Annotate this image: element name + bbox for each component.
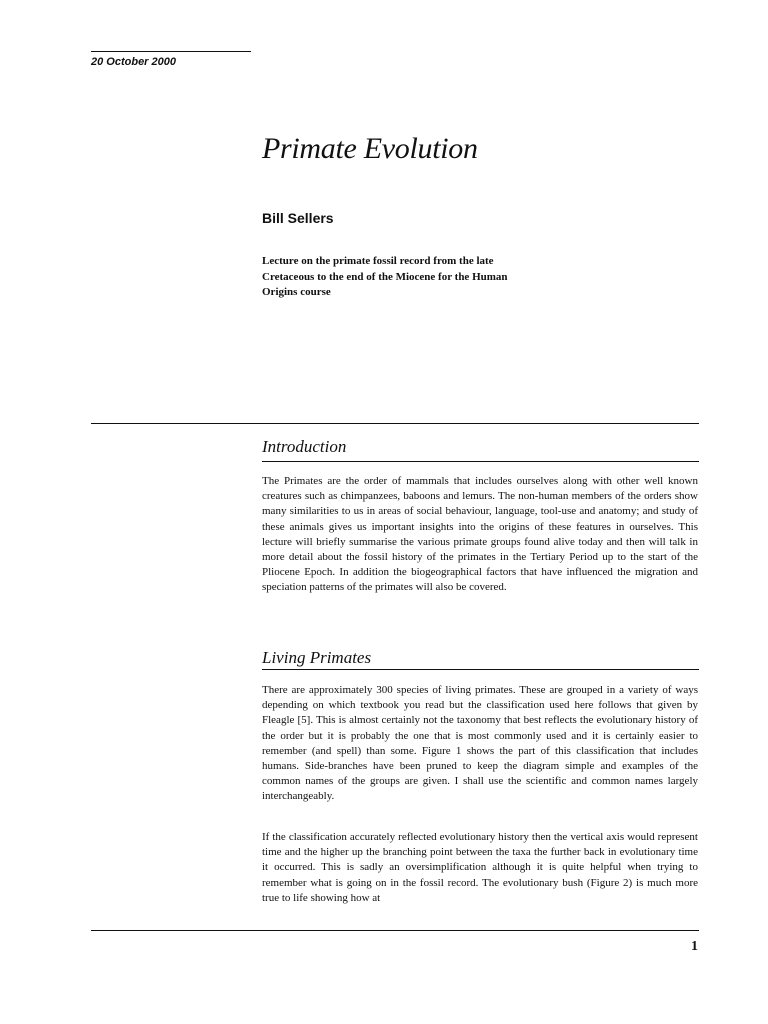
section-heading-introduction: Introduction [262, 437, 347, 456]
author-name: Bill Sellers [262, 210, 334, 226]
footer-rule [91, 930, 699, 931]
page-number: 1 [691, 939, 698, 954]
heading-underline [262, 669, 699, 670]
paragraph: There are approximately 300 species of living primates. These are grouped in a variety of ways depending on which textbook you read but the classification used here follows that given by Fleagle [5]. This is almost certainly not the taxonomy that best reflects the evolutionary history of the order but it is probably the one that is most commonly used and it is certainly easier to remember (and spell) than some. Figure 1 shows the part of this classification that includes humans. Side-branches have been pruned to keep the diagram simple and examples of the common names of the groups are given. I shall use the scientific and common names largely interchangeably. [262, 684, 698, 803]
paragraph: The Primates are the order of mammals that includes ourselves along with other well known creatures such as chimpanzees, baboons and lemurs. The non-human members of the orders show many similarities to us in areas of social behaviour, language, tool-use and anatomy; and study of these animals gives us important insights into the origins of these features in ourselves. This lecture will briefly summarise the various primate groups found alive today and then will talk in more detail about the fossil history of the primates in the Tertiary Period up to the start of the Pliocene Epoch. In addition the biogeographical factors that have influenced the migration and speciation patterns of the primates will also be covered. [262, 475, 698, 594]
section-heading-living-primates: Living Primates [262, 648, 372, 667]
document-title: Primate Evolution [262, 132, 478, 165]
document-date: 20 October 2000 [91, 56, 176, 68]
heading-underline [262, 461, 699, 462]
paragraph: If the classification accurately reflected evolutionary history then the vertical axis would represent time and the higher up the branching point between the taxa the further back in evolutionary time it occurred. This is sadly an oversimplification although it is quite helpful when trying to remember what is going on in the fossil record. The evolutionary bush (Figure 2) is much more true to life showing how at [262, 831, 698, 904]
section-divider [91, 423, 699, 424]
header-rule [91, 51, 251, 52]
abstract: Lecture on the primate fossil record from the late Cretaceous to the end of the Miocene for the Human Origins course [262, 255, 508, 298]
